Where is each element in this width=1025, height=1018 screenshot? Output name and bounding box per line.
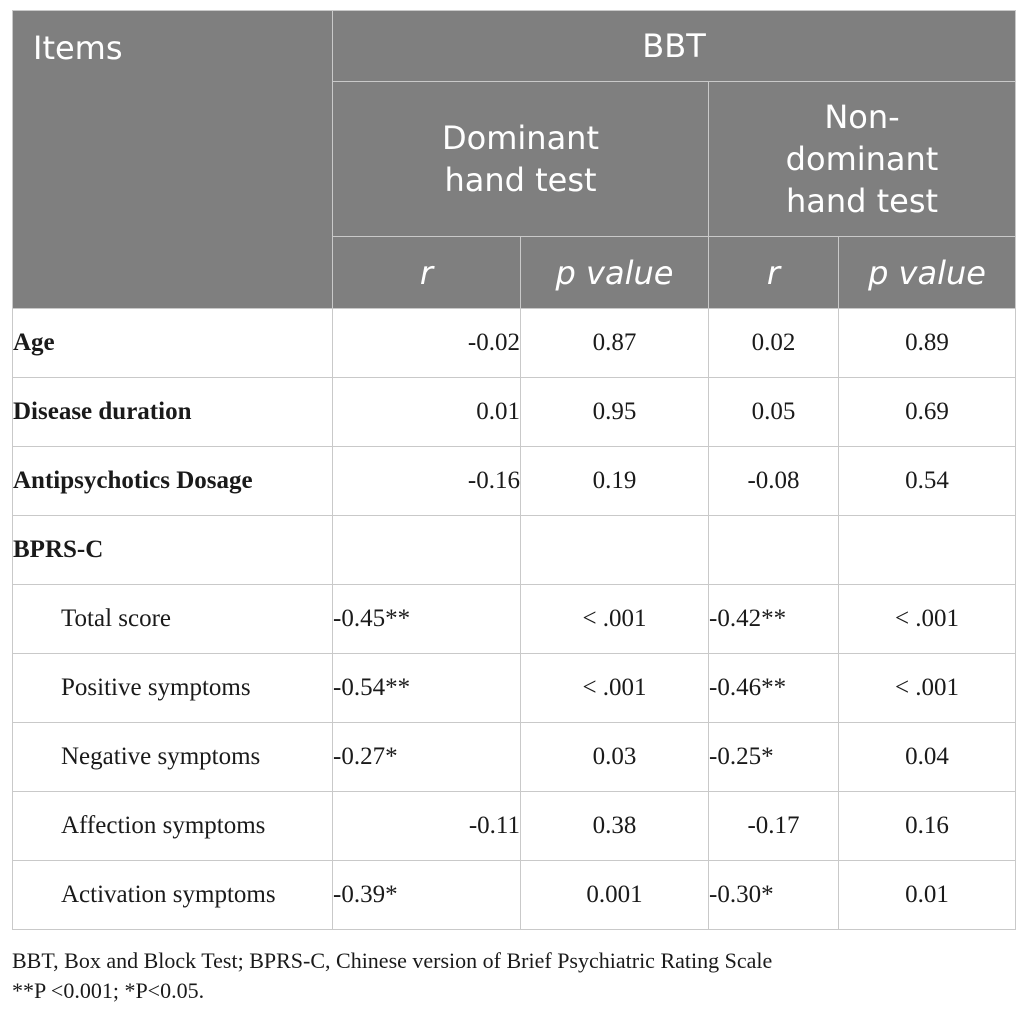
dominant-r-cell: 0.01 [333,378,521,447]
dominant-p-cell: 0.95 [521,378,709,447]
footnote-abbreviations: BBT, Box and Block Test; BPRS-C, Chinese version of Brief Psychiatric Rating Scale [12,948,773,973]
non-dominant-p-cell: 0.54 [839,447,1016,516]
non-dominant-r-cell: -0.42** [709,585,839,654]
non-dominant-hand-header [709,82,1016,237]
non-dominant-label-line3: hand test [785,182,939,220]
non-dominant-r-cell: 0.02 [709,309,839,378]
dominant-r-cell: -0.39* [333,861,521,930]
dominant-p-cell: < .001 [521,654,709,723]
non-dominant-label-line1: Non- [824,98,900,136]
table-header [13,11,1016,309]
row-label: Disease duration [13,378,333,447]
dominant-p-cell [521,516,709,585]
dominant-r-header: r [333,237,521,309]
non-dominant-p-cell: 0.69 [839,378,1016,447]
non-dominant-p-cell: < .001 [839,585,1016,654]
dominant-p-cell: 0.001 [521,861,709,930]
dominant-hand-header [333,82,709,237]
row-label: Activation symptoms [13,861,333,930]
table-row [13,378,1016,447]
non-dominant-p-cell: 0.04 [839,723,1016,792]
row-label: Negative symptoms [13,723,333,792]
table-footnote [12,946,772,1006]
table-row [13,516,1016,585]
dominant-r-cell: -0.11 [333,792,521,861]
non-dominant-r-header: r [709,237,839,309]
dominant-p-cell: 0.03 [521,723,709,792]
dominant-r-cell [333,516,521,585]
table-row [13,309,1016,378]
non-dominant-p-cell: 0.89 [839,309,1016,378]
non-dominant-p-cell: < .001 [839,654,1016,723]
non-dominant-r-cell: -0.08 [709,447,839,516]
dominant-r-cell: -0.54** [333,654,521,723]
non-dominant-r-cell: -0.17 [709,792,839,861]
table-row [13,447,1016,516]
table-row [13,585,1016,654]
dominant-p-header: p value [521,237,709,309]
dominant-p-cell: < .001 [521,585,709,654]
row-label: Antipsychotics Dosage [13,447,333,516]
correlation-table [12,10,1016,930]
table-row [13,861,1016,930]
dominant-r-cell: -0.45** [333,585,521,654]
row-label: Positive symptoms [13,654,333,723]
row-label: BPRS-C [13,516,333,585]
non-dominant-p-cell: 0.01 [839,861,1016,930]
non-dominant-r-cell: 0.05 [709,378,839,447]
dominant-hand-label: Dominant hand test [442,119,599,199]
dominant-p-cell: 0.38 [521,792,709,861]
dominant-p-cell: 0.87 [521,309,709,378]
row-label: Age [13,309,333,378]
table-body [13,309,1016,930]
row-label: Affection symptoms [13,792,333,861]
table-row [13,723,1016,792]
non-dominant-r-cell: -0.30* [709,861,839,930]
non-dominant-label-line2: dominant [785,140,939,178]
bbt-header: BBT [333,11,1016,82]
non-dominant-r-cell [709,516,839,585]
non-dominant-p-cell [839,516,1016,585]
dominant-p-cell: 0.19 [521,447,709,516]
row-label: Total score [13,585,333,654]
non-dominant-r-cell: -0.25* [709,723,839,792]
table-row [13,654,1016,723]
dominant-r-cell: -0.02 [333,309,521,378]
dominant-r-cell: -0.27* [333,723,521,792]
non-dominant-r-cell: -0.46** [709,654,839,723]
non-dominant-p-cell: 0.16 [839,792,1016,861]
footnote-significance: **P <0.001; *P<0.05. [12,978,205,1003]
table-row [13,792,1016,861]
dominant-r-cell: -0.16 [333,447,521,516]
non-dominant-p-header: p value [839,237,1016,309]
items-header: Items [13,11,333,309]
